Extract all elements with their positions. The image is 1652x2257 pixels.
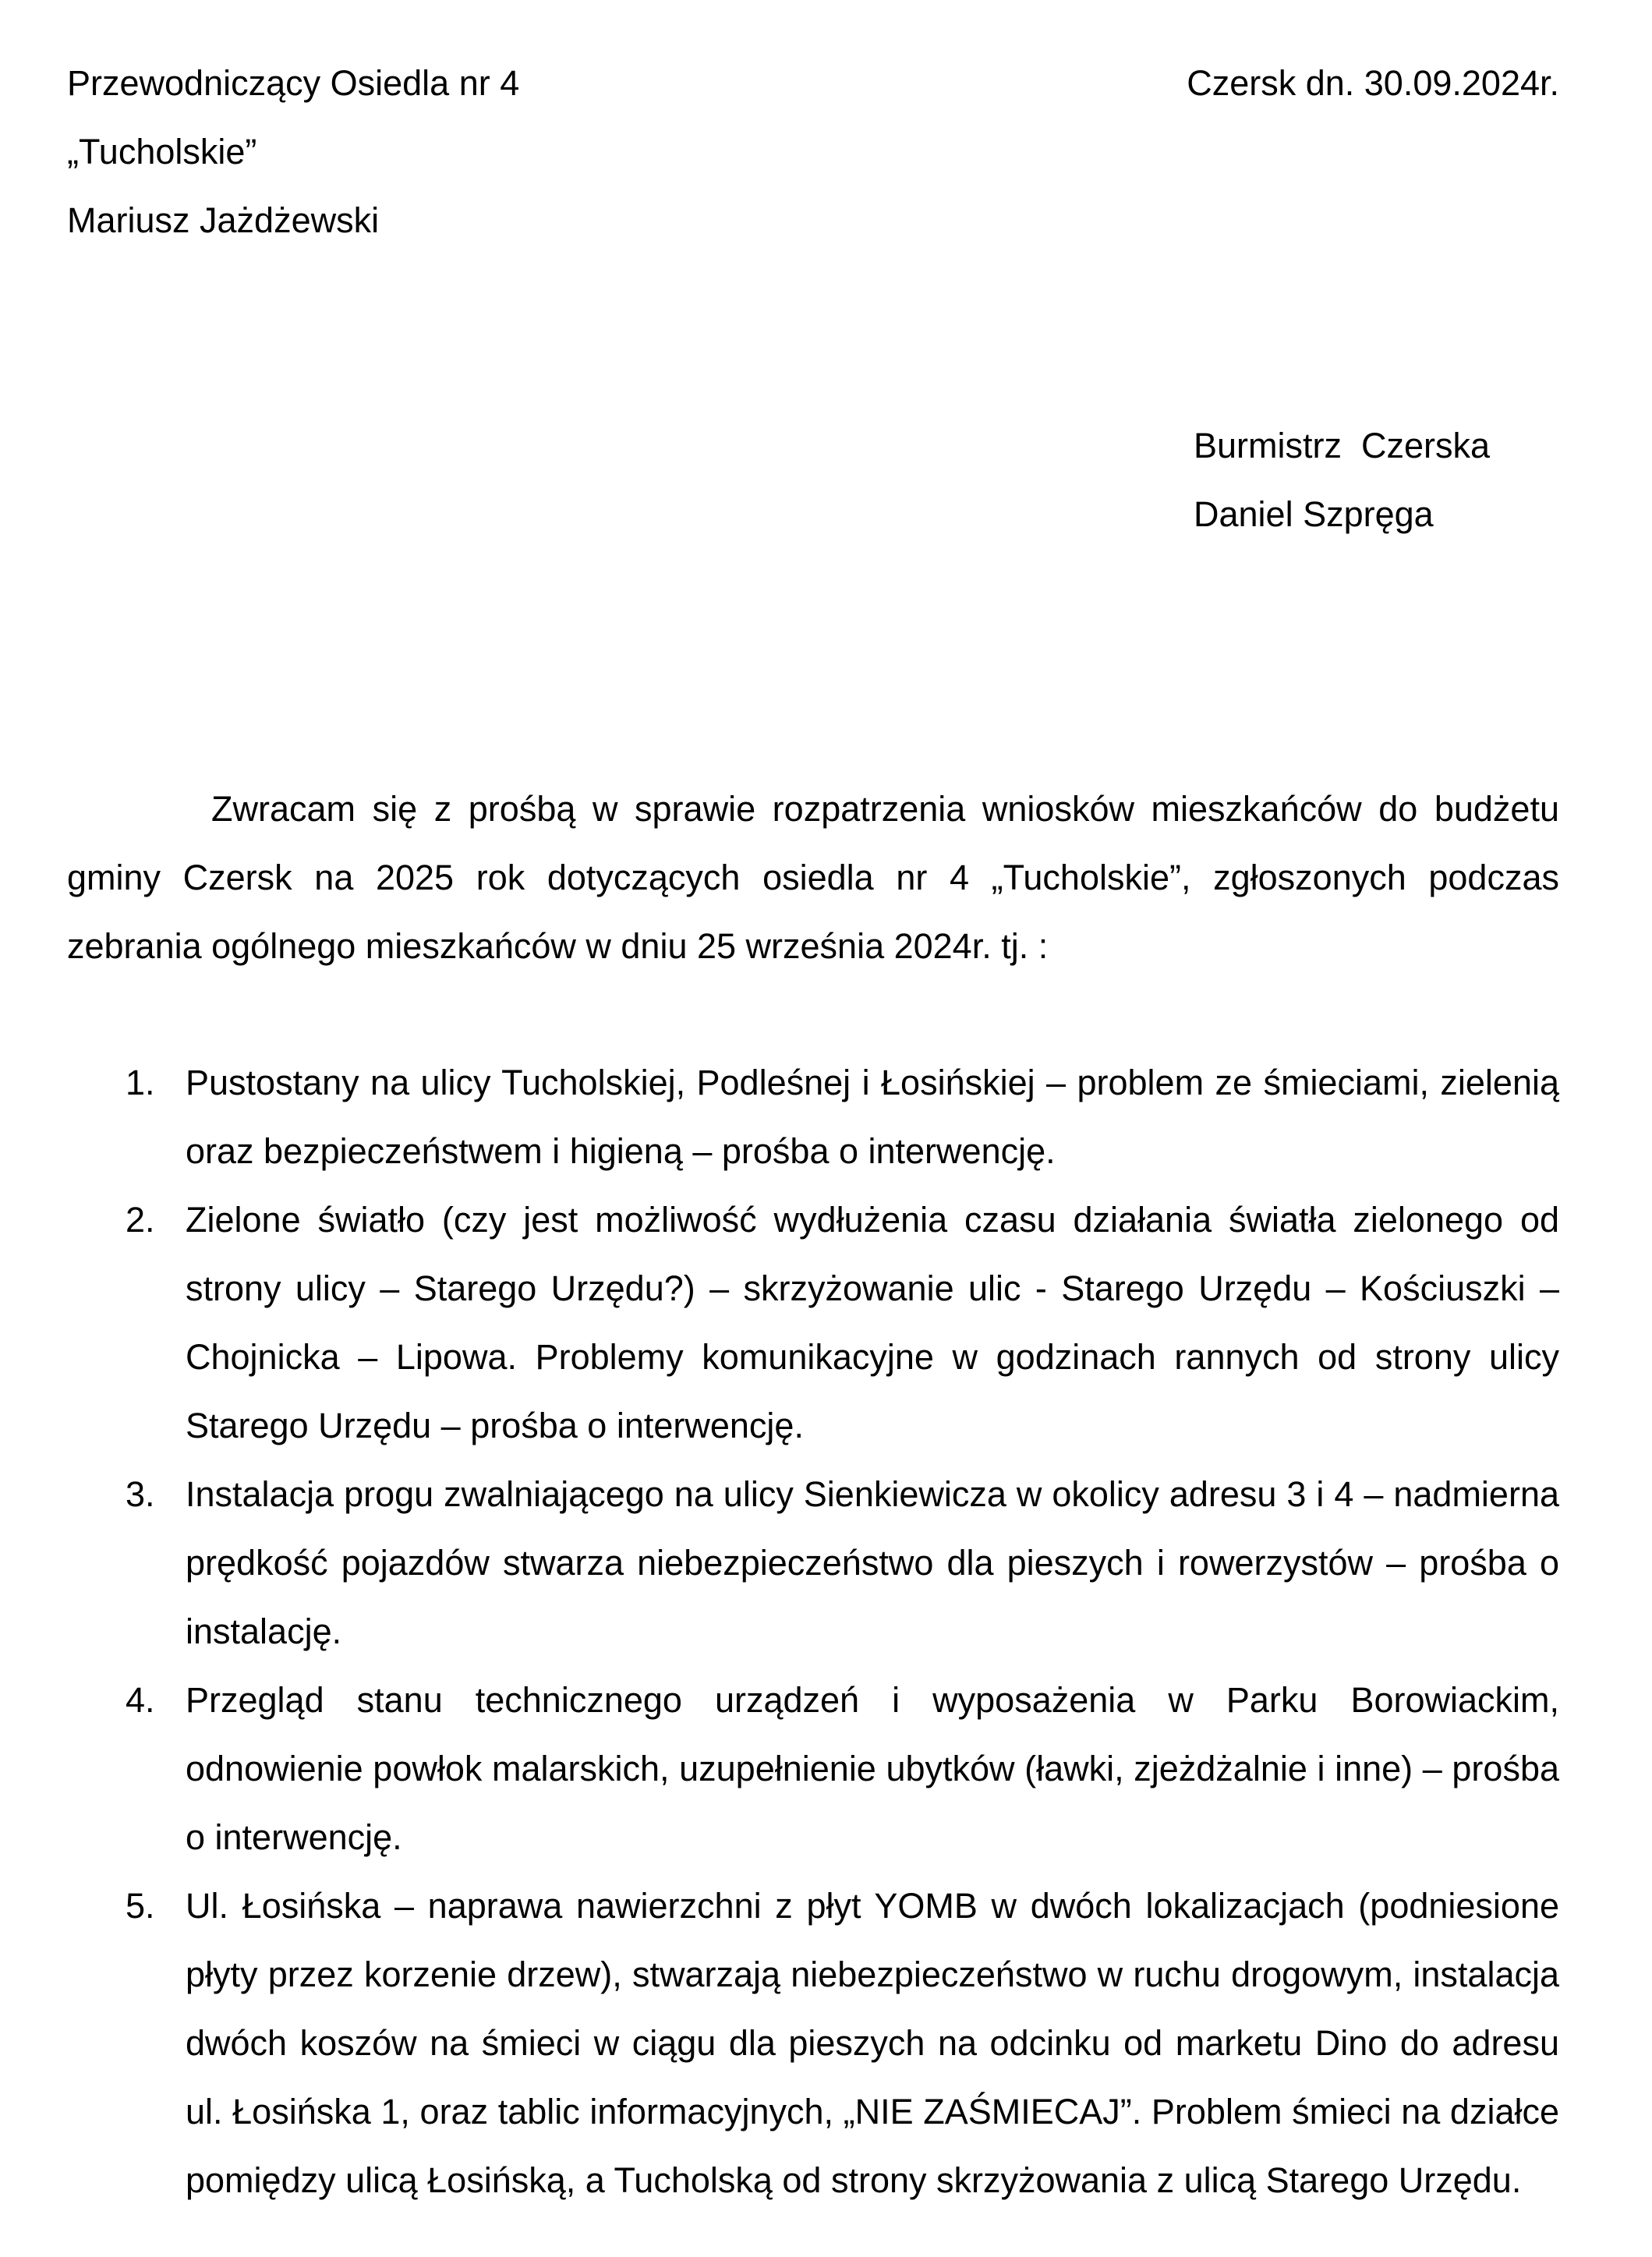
- request-number: 1.: [126, 1063, 155, 1102]
- request-item-2: [67, 1186, 1559, 1460]
- request-text: Przegląd stanu technicznego urządzeń i wyposażenia w Parku Borowiackim, odnowienie powłok malarskich, uzupełnienie ubytków (ławki, zjeżdżalnie i inne) – prośba o interwencję.: [186, 1680, 1559, 1857]
- request-text: Ul. Łosińska – naprawa nawierzchni z płyt YOMB w dwóch lokalizacjach (podniesione płyty przez korzenie drzew), stwarzają niebezpieczeństwo w ruchu drogowym, instalacja dwóch koszów na śmieci w ciągu dla pieszych na odcinku od marketu Dino do adresu ul. Łosińska 1, oraz tablic informacyjnych, „NIE ZAŚMIECAJ”. Problem śmieci na działce pomiędzy ulicą Łosińską, a Tucholską od strony skrzyżowania z ulicą Starego Urzędu.: [186, 1886, 1559, 2200]
- request-item-3: [67, 1460, 1559, 1666]
- request-number: 3.: [126, 1474, 155, 1514]
- request-item-5: [67, 1872, 1559, 2215]
- request-text: Pustostany na ulicy Tucholskiej, Podleśnej i Łosińskiej – problem ze śmieciami, zielenią oraz bezpieczeństwem i higieną – prośba o interwencję.: [186, 1063, 1559, 1171]
- letter-date: Czersk dn. 30.09.2024r.: [1187, 63, 1559, 103]
- recipient-block: [1194, 412, 1599, 549]
- request-text: Zielone światło (czy jest możliwość wydłużenia czasu działania światła zielonego od strony ulicy – Starego Urzędu?) – skrzyżowanie ulic - Starego Urzędu – Kościuszki – Chojnicka – Lipowa. Problemy komunikacyjne w godzinach rannych od strony ulicy Starego Urzędu – prośba o interwencję.: [186, 1200, 1559, 1445]
- request-text: Instalacja progu zwalniającego na ulicy Sienkiewicza w okolicy adresu 3 i 4 – nadmierna prędkość pojazdów stwarza niebezpieczeństwo dla pieszych i rowerzystów – prośba o instalację.: [186, 1474, 1559, 1651]
- sender-block: [67, 49, 769, 255]
- intro-paragraph: Zwracam się z prośbą w sprawie rozpatrzenia wniosków mieszkańców do budżetu gminy Czersk na 2025 rok dotyczących osiedla nr 4 „Tucholskie”, zgłoszonych podczas zebrania ogólnego mieszkańców w dniu 25 września 2024r. tj. :: [67, 789, 1559, 966]
- recipient-name: Daniel Szpręga: [1194, 494, 1434, 534]
- request-number: 5.: [126, 1886, 155, 1926]
- request-item-1: [67, 1049, 1559, 1186]
- request-item-4: [67, 1666, 1559, 1872]
- requests-list: [67, 1049, 1559, 2215]
- recipient-title: Burmistrz Czerska: [1194, 426, 1491, 465]
- sender-name: Mariusz Jażdżewski: [67, 200, 380, 240]
- sender-title: Przewodniczący Osiedla nr 4: [67, 63, 520, 103]
- sender-estate-name: „Tucholskie”: [67, 132, 257, 172]
- request-number: 2.: [126, 1200, 155, 1240]
- request-number: 4.: [126, 1680, 155, 1720]
